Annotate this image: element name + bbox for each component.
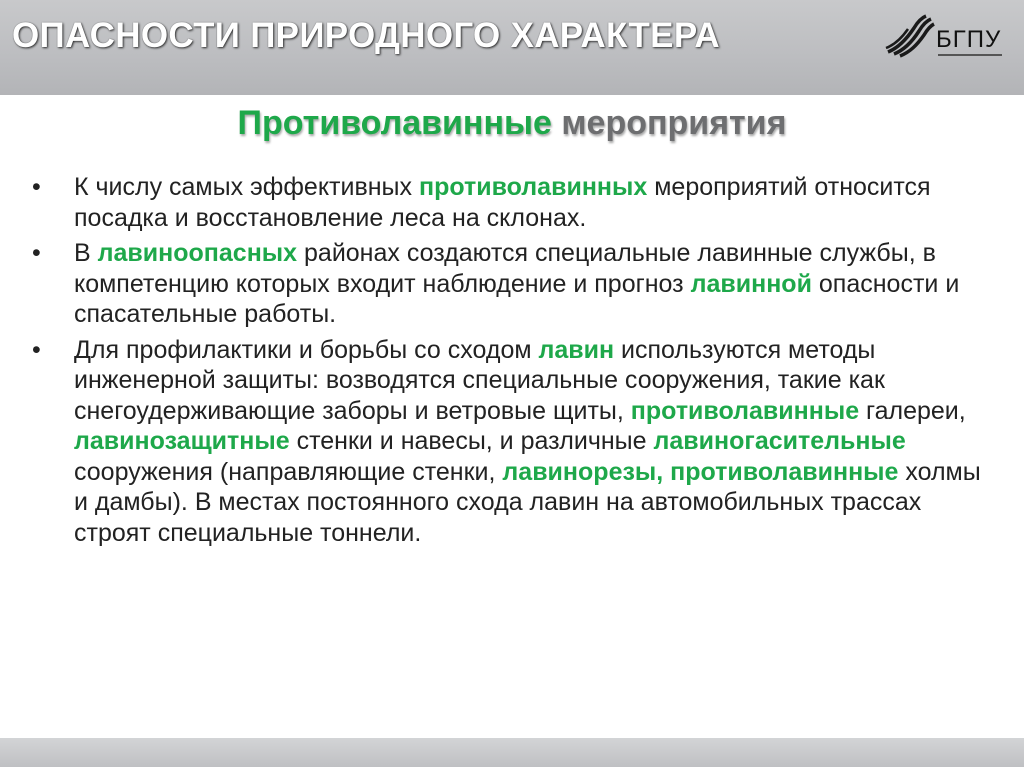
bullet-dot-icon: •: [32, 239, 41, 267]
bullet-text: сооружения (направляющие стенки,: [74, 457, 503, 486]
logo-emblem-icon: [884, 10, 936, 60]
bullet-dot-icon: •: [32, 173, 41, 201]
bullet-text: В: [74, 239, 98, 267]
bullet-item: [32, 172, 982, 233]
highlighted-term: лавинозащитные: [74, 427, 290, 455]
header-title: ОПАСНОСТИ ПРИРОДНОГО ХАРАКТЕРА: [12, 16, 720, 55]
header-band: [0, 0, 1024, 95]
bullet-text: стенки и навесы, и различные: [289, 427, 654, 455]
bullet-text: опасности и спасательные работы.: [74, 269, 960, 328]
logo-caption-line: [938, 54, 1002, 56]
slide-subtitle: [0, 104, 1024, 143]
highlighted-term: лавинорезы, противолавинные: [502, 457, 899, 486]
bullet-text: районах создаются специальные лавинные службы, в компетенцию которых входит наблюдение и прогноз: [74, 239, 936, 298]
bullet-text: холмы и дамбы). В местах постоянного схода лавин на автомобильных трассах строят специальные тоннели.: [74, 457, 981, 547]
bullet-text: галереи,: [859, 396, 966, 425]
university-logo: [884, 10, 1014, 65]
bullet-dot-icon: •: [32, 335, 41, 364]
bullet-text: К числу самых эффективных: [74, 173, 419, 201]
highlighted-term: противолавинных: [418, 173, 648, 201]
highlighted-term: лавиноопасных: [97, 239, 298, 267]
subtitle-green-part: Противолавинные: [237, 104, 552, 142]
bullet-list: [32, 172, 982, 553]
logo-text: БГПУ: [936, 26, 1002, 53]
bullet-text: Для профилактики и борьбы со сходом: [74, 335, 539, 364]
subtitle-grey-part: мероприятия: [561, 104, 787, 142]
highlighted-term: лавин: [538, 335, 615, 364]
bullet-item: [32, 238, 982, 330]
highlighted-term: лавиногасительные: [653, 427, 906, 455]
bullet-text: мероприятий относится посадка и восстановление леса на склонах.: [74, 173, 931, 232]
highlighted-term: противолавинные: [630, 396, 860, 425]
bullet-text: используются методы инженерной защиты: возводятся специальные сооружения, такие как снегоудерживающие заборы и ветровые щиты,: [74, 335, 885, 425]
footer-band: [0, 738, 1024, 767]
highlighted-term: лавинной: [690, 269, 812, 298]
bullet-item: [32, 335, 982, 549]
